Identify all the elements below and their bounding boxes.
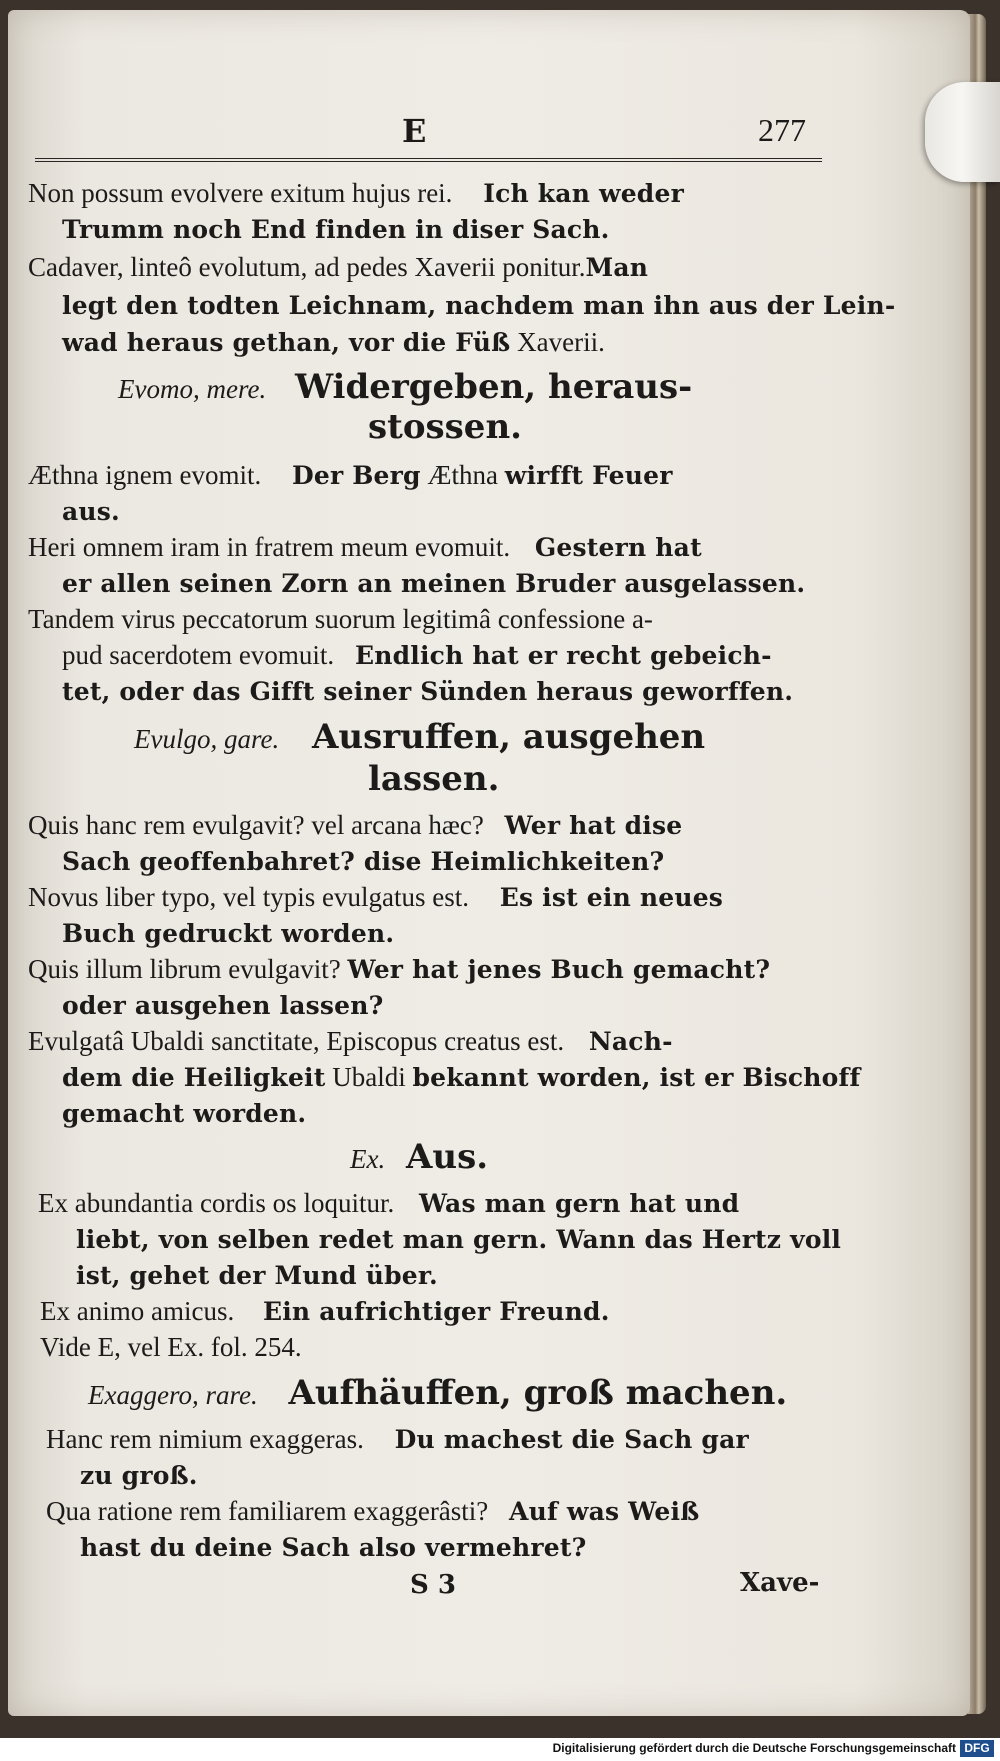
latin-text: Evulgatâ Ubaldi sanctitate, Episcopus creatus est. (28, 1026, 565, 1056)
german-text: gemacht worden. (62, 1099, 307, 1128)
text-line (46, 1494, 699, 1529)
entry-translation: Aufhäuffen, groß machen. (288, 1373, 788, 1413)
german-text: zu groß. (80, 1461, 198, 1490)
german-text: ist, gehet der Mund über. (76, 1261, 438, 1290)
german-text: er allen seinen Zorn an meinen Bruder ausgelassen. (62, 569, 806, 598)
german-text: wad heraus gethan, vor die Füß (62, 328, 511, 357)
text-line (62, 1096, 306, 1131)
text-line (62, 288, 895, 323)
latin-text: Ex animo amicus. (40, 1296, 235, 1326)
text-line (76, 1222, 841, 1257)
text-line (28, 880, 723, 915)
text-line (38, 1186, 739, 1221)
text-line (28, 1024, 673, 1059)
entry-heading (368, 407, 522, 447)
entry-word: Evulgo, gare. (134, 724, 280, 754)
german-text: hast du deine Sach also vermehret? (80, 1533, 587, 1562)
entry-word: Evomo, mere. (118, 374, 267, 404)
german-text: Nach- (588, 1027, 673, 1056)
text-line (80, 1530, 586, 1565)
latin-text: Xaverii. (517, 327, 605, 357)
text-line (80, 1458, 198, 1493)
text-line (40, 1294, 610, 1329)
latin-text: Quis illum librum evulgavit? (28, 954, 341, 984)
german-text: Du machest die Sach gar (394, 1425, 749, 1454)
text-line (62, 1060, 860, 1095)
text-line (62, 566, 805, 601)
text-line (28, 176, 684, 211)
text-line (62, 212, 610, 247)
footer-credit: Digitalisierung gefördert durch die Deutsche Forschungsgemeinschaft (552, 1741, 956, 1755)
text-line (28, 808, 682, 843)
german-text: Endlich hat er recht gebeich- (354, 641, 772, 670)
text-line (28, 530, 702, 565)
german-text: dem die Heiligkeit (62, 1063, 326, 1092)
text-line (28, 952, 770, 987)
entry-heading (134, 717, 706, 757)
latin-text: pud sacerdotem evomuit. (62, 640, 335, 670)
entry-heading (368, 759, 500, 799)
text-line (62, 988, 384, 1023)
text-line (62, 674, 793, 709)
latin-text: Tandem virus peccatorum suorum legitimâ confessione a- (28, 604, 653, 634)
german-text: wirfft Feuer (504, 461, 673, 490)
german-text: Buch gedruckt worden. (62, 919, 395, 948)
latin-text: Heri omnem iram in fratrem meum evomuit. (28, 532, 511, 562)
header-letter: E (402, 112, 427, 150)
german-text: Gestern hat (534, 533, 702, 562)
german-text: oder ausgehen lassen? (62, 991, 384, 1020)
german-text: Es ist ein neues (499, 883, 724, 912)
text-line (76, 1258, 438, 1293)
text-line (28, 250, 648, 285)
german-text: Wer hat jenes Buch gemacht? (347, 955, 771, 984)
dfg-logo: DFG (960, 1740, 994, 1757)
latin-text: Æthna ignem evomit. (28, 460, 262, 490)
german-text: Wer hat dise (504, 811, 683, 840)
text-line (62, 916, 394, 951)
latin-text: Cadaver, linteô evolutum, ad pedes Xaverii ponitur. (28, 252, 586, 282)
page-number: 277 (758, 112, 806, 148)
entry-translation: Ausruffen, ausgehen (311, 717, 706, 757)
german-text: Der Berg (291, 461, 421, 490)
latin-text: Æthna (427, 460, 498, 490)
latin-text: Qua ratione rem familiarem exaggerâsti? (46, 1496, 489, 1526)
latin-text: Novus liber typo, vel typis evulgatus est. (28, 882, 469, 912)
signature-mark: S 3 (410, 1570, 456, 1600)
german-text: Ein aufrichtiger Freund. (262, 1297, 610, 1326)
german-text: Ich kan weder (483, 179, 684, 208)
entry-word: Exaggero, rare. (88, 1380, 258, 1410)
entry-translation: stossen. (368, 407, 522, 447)
entry-heading (88, 1373, 788, 1413)
text-line (62, 325, 605, 360)
text-line (28, 602, 653, 636)
german-text: Trumm noch End finden in diser Sach. (62, 215, 610, 244)
latin-text: Ex abundantia cordis os loquitur. (38, 1188, 395, 1218)
latin-text: Vide E, vel Ex. fol. 254. (40, 1332, 302, 1362)
german-text: tet, oder das Gifft seiner Sünden heraus geworffen. (62, 677, 794, 706)
entry-heading (350, 1137, 489, 1177)
german-text: Man (585, 253, 649, 282)
catchword: Xave- (740, 1568, 820, 1598)
german-text: Was man gern hat und (418, 1189, 740, 1218)
latin-text: Ubaldi (332, 1062, 406, 1092)
german-text: bekannt worden, ist er Bischoff (412, 1063, 861, 1092)
german-text: Sach geoffenbahret? dise Heimlichkeiten? (62, 847, 665, 876)
german-text: legt den todten Leichnam, nachdem man ihn aus der Lein- (62, 291, 896, 320)
entry-word: Ex. (350, 1144, 386, 1174)
text-line (62, 494, 120, 529)
german-text: Auf was Weiß (509, 1497, 700, 1526)
text-line (28, 458, 673, 493)
latin-text: Non possum evolvere exitum hujus rei. (28, 178, 453, 208)
text-line (62, 638, 772, 673)
entry-heading (118, 367, 693, 407)
german-text: liebt, von selben redet man gern. Wann das Hertz voll (76, 1225, 842, 1254)
entry-translation: lassen. (368, 759, 500, 799)
text-line (62, 844, 664, 879)
text-line (46, 1422, 749, 1457)
german-text: aus. (62, 497, 120, 526)
latin-text: Hanc rem nimium exaggeras. (46, 1424, 364, 1454)
text-line (40, 1330, 302, 1364)
entry-translation: Aus. (405, 1137, 489, 1177)
latin-text: Quis hanc rem evulgavit? vel arcana hæc? (28, 810, 484, 840)
entry-translation: Widergeben, heraus- (294, 367, 693, 407)
